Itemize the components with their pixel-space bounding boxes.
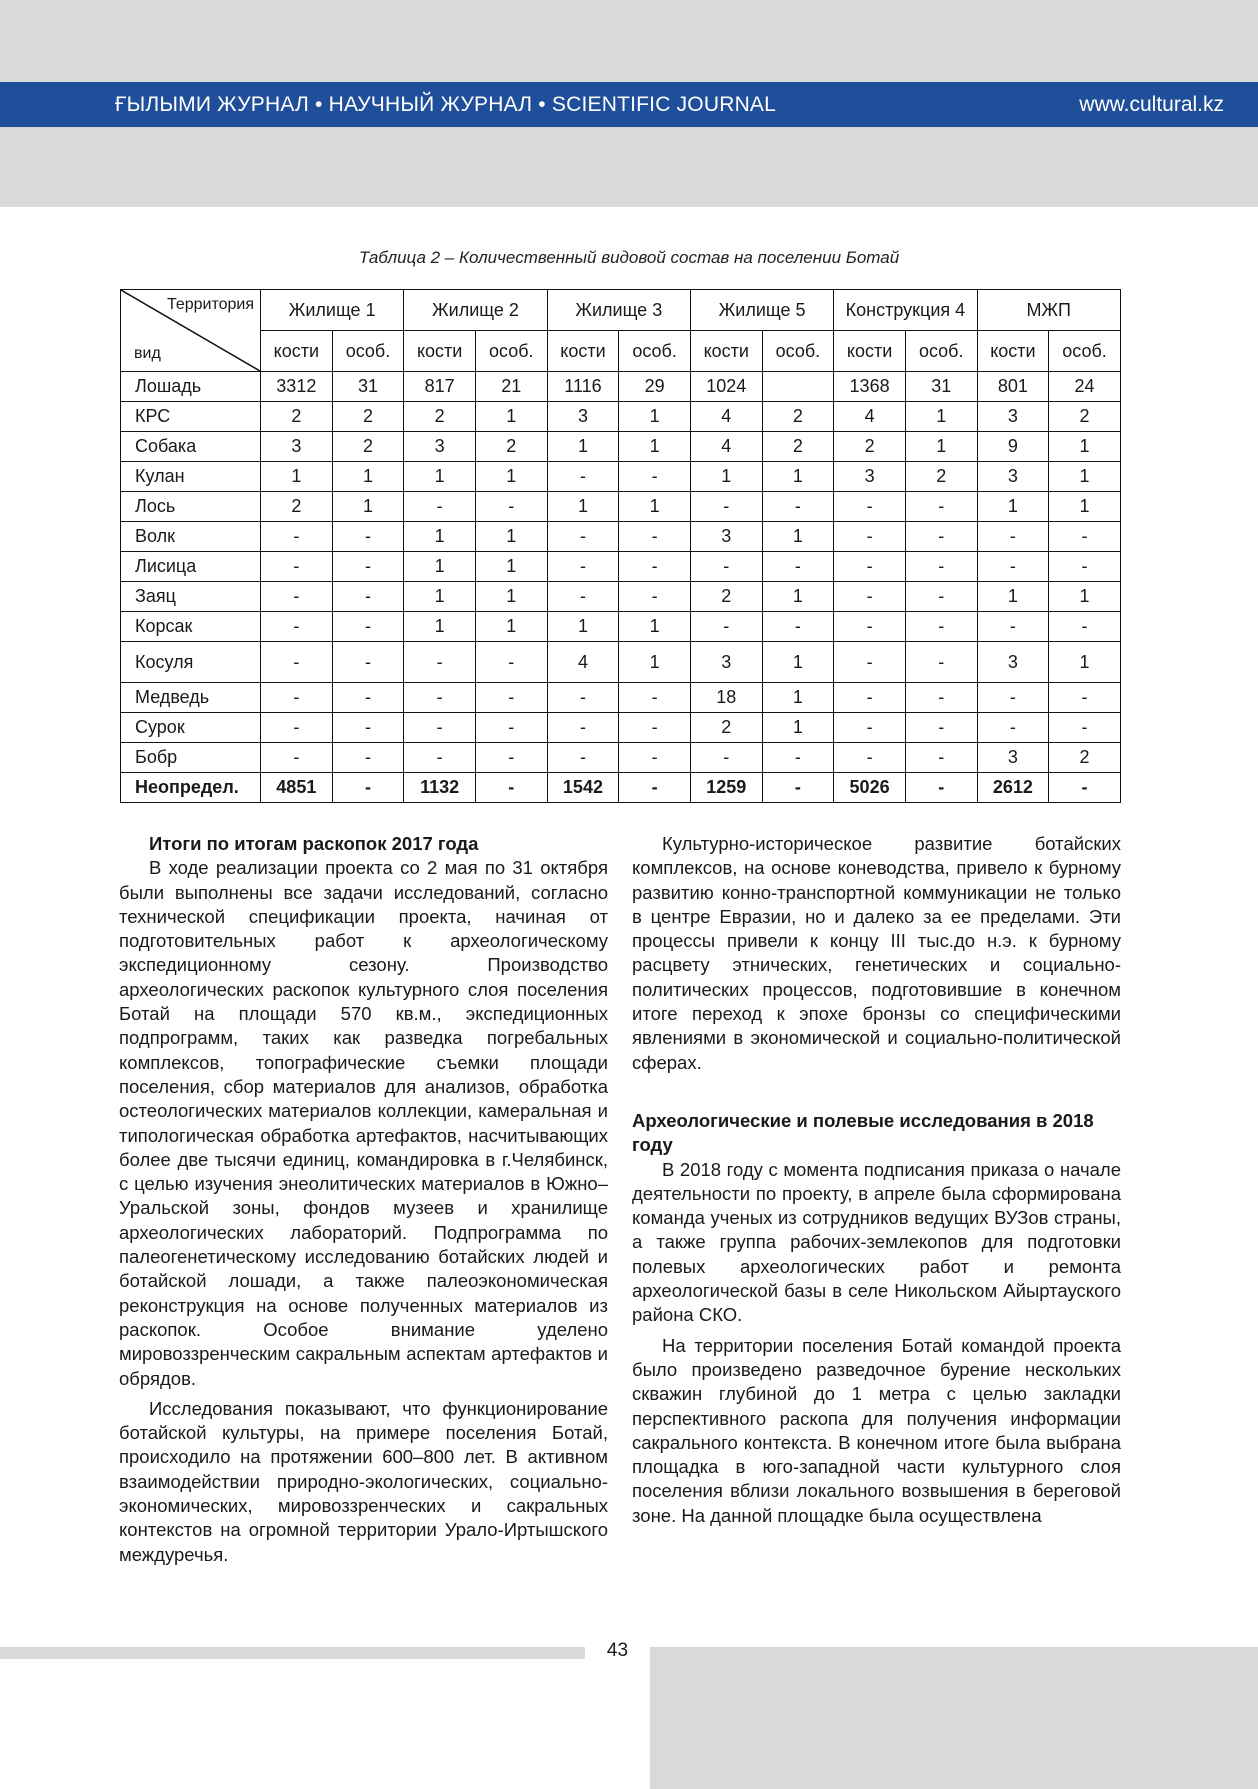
table-cell: 3 [261,432,333,462]
table-cell: - [834,582,906,612]
table-cell: 801 [977,372,1049,402]
table-cell: 3 [547,402,619,432]
table-cell: 2 [475,432,547,462]
table-cell: - [619,462,691,492]
table-cell: - [547,743,619,773]
footer-left-bar [0,1647,585,1659]
table-cell: 2 [905,462,977,492]
table-cell: - [475,492,547,522]
table-cell: - [261,743,333,773]
table-cell: 1 [1049,492,1121,522]
table-cell: 1 [261,462,333,492]
paragraph: Культурно-историческое развитие ботайских комплексов, на основе коневодства, привело к бурному развитию конно-транспортной коммуникации не только в центре Евразии, но и далеко за ее пределами. Эти процессы привели к концу III тыс.до н.э. к бурному расцвету этнических, генетических и социально-политических процессов, подготовившие в конечном итоге переход к эпохе бронзы со специфическими явлениями в экономической и социально-политической сферах. [632,833,1121,1073]
table-cell: - [690,492,762,522]
table-cell: - [690,612,762,642]
journal-header-bar [0,82,1258,127]
table-cell: - [475,713,547,743]
table-cell: - [475,773,547,803]
species-name-cell: Лисица [121,552,261,582]
table-cell: - [332,642,404,683]
table-cell: 4851 [261,773,333,803]
table-cell: - [475,642,547,683]
table-cell: 1 [475,552,547,582]
subheader-individuals: особ. [619,331,691,372]
table-cell: - [261,522,333,552]
table-row [121,642,1121,683]
table-cell: 1 [404,462,476,492]
paragraph: Исследования показывают, что функционирование ботайской культуры, на примере поселения Ботай, происходило на протяжении 600–800 лет. В активном взаимодействии природно-экологических, социально-экономических, мировоззренческих и сакральных контекстов на огромной территории Урало-Иртышского междуречья. [119,1397,608,1565]
table-cell: 1 [762,462,834,492]
table-cell: 2 [332,432,404,462]
table-cell: 1 [404,552,476,582]
table-cell: - [619,582,691,612]
table-cell: 2612 [977,773,1049,803]
table-cell: - [1049,773,1121,803]
table-cell: 3 [690,642,762,683]
section-heading-2017: Итоги по итогам раскопок 2017 года [149,833,479,854]
table-cell: - [404,492,476,522]
table-cell: 1 [905,402,977,432]
table-cell: 1024 [690,372,762,402]
species-name-cell: Неопредел. [121,773,261,803]
table-cell: - [547,552,619,582]
table-cell: 21 [475,372,547,402]
corner-territory-label: Территория [166,296,254,313]
table-row [121,743,1121,773]
table-cell: - [619,522,691,552]
table-cell: 1 [1049,432,1121,462]
table-cell: - [261,683,333,713]
table-cell: 1116 [547,372,619,402]
table-cell: - [762,612,834,642]
table-cell: - [977,713,1049,743]
subheader-individuals: особ. [475,331,547,372]
table-cell: - [1049,522,1121,552]
table-cell: 3 [834,462,906,492]
table-cell: - [977,522,1049,552]
table-cell: 3 [690,522,762,552]
table-cell: - [261,713,333,743]
table-cell: 1542 [547,773,619,803]
table-cell: - [905,612,977,642]
table-cell: - [905,683,977,713]
table-cell: 3 [404,432,476,462]
subheader-individuals: особ. [905,331,977,372]
table-cell: - [762,492,834,522]
table-cell: 1 [475,462,547,492]
table-cell: 1 [762,642,834,683]
paragraph: В ходе реализации проекта со 2 мая по 31 октября были выполнены все задачи исследований, согласно технической спецификации проекта, начиная от подготовительных работ к археологическому экспедиционному сезону. Производство археологических раскопок культурного слоя поселения Ботай на площади 570 кв.м., экспедиционных подпрограмм, таких как разведка погребальных комплексов, топографические съемки площади поселения, сбор материалов для анализов, обработка остеологических материалов коллекции, камеральная и типологическая обработка артефактов, насчитывающих более две тысячи единиц, командировка в г.Челябинск, с целью изучения энеолитических материалов в Южно–Уральской зоны, фондов музеев и хранилище археологических лабораторий. Подпрограмма по палеогенетическому исследованию ботайских людей и ботайской лошади, а также палеоэкономическая реконструкция на основе полученных материалов из раскопок. Особое внимание уделено мировоззренческим сакральным аспектам артефактов и обрядов. [119,857,608,1389]
table-cell: - [1049,552,1121,582]
table-cell: 1 [977,582,1049,612]
table-cell: 4 [690,432,762,462]
table-cell: 2 [404,402,476,432]
table-cell: 4 [690,402,762,432]
table-cell: 1 [547,492,619,522]
species-name-cell: Сурок [121,713,261,743]
table-cell: - [332,683,404,713]
table-cell: - [475,683,547,713]
table-cell: 2 [762,402,834,432]
table-row [121,582,1121,612]
species-name-cell: КРС [121,402,261,432]
table-group-header-row [121,290,1121,331]
table-cell: - [834,552,906,582]
table-cell: 3312 [261,372,333,402]
table-cell: 3 [977,402,1049,432]
table-cell: 1 [619,612,691,642]
table-cell: 2 [261,492,333,522]
table-row [121,683,1121,713]
table-cell: 1 [404,522,476,552]
table-cell: 1 [475,402,547,432]
table-cell: 2 [834,432,906,462]
table-cell: - [1049,612,1121,642]
table-row [121,552,1121,582]
table-cell: 1 [762,713,834,743]
table-cell: 1 [1049,462,1121,492]
table-cell: 2 [690,713,762,743]
table-cell: - [1049,683,1121,713]
table-cell: - [547,713,619,743]
table-cell: - [332,612,404,642]
journal-title: ҒЫЛЫМИ ЖУРНАЛ • НАУЧНЫЙ ЖУРНАЛ • SCIENTIFIC JOURNAL [115,92,777,116]
species-name-cell: Собака [121,432,261,462]
table-row [121,372,1121,402]
table-cell: - [905,773,977,803]
group-header: МЖП [977,290,1120,331]
table-cell: 2 [762,432,834,462]
species-name-cell: Заяц [121,582,261,612]
table-cell: - [332,552,404,582]
table-cell: - [332,713,404,743]
table-cell: 1 [475,612,547,642]
website-url: www.cultural.kz [1079,92,1224,116]
page-number: 43 [606,1640,629,1661]
table-cell: - [547,683,619,713]
table-cell: - [619,773,691,803]
subheader-bones: кости [404,331,476,372]
table-cell: 1 [547,612,619,642]
table-cell: 3 [977,642,1049,683]
table-cell: - [619,743,691,773]
species-table [120,289,1121,803]
group-header: Жилище 1 [261,290,404,331]
table-row [121,462,1121,492]
table-cell: 1 [475,582,547,612]
paragraph: В 2018 году с момента подписания приказа о начале деятельности по проекту, в апреле была сформирована команда ученых из сотрудников ведущих ВУЗов страны, а также группа рабочих-землекопов для подготовки полевых археологических работ и ремонта археологической базы в селе Никольском Айыртауского района СКО. [632,1158,1121,1326]
subheader-individuals: особ. [332,331,404,372]
table-cell: - [619,713,691,743]
table-cell: - [690,743,762,773]
species-name-cell: Волк [121,522,261,552]
table-cell: 1132 [404,773,476,803]
table-cell: 3 [977,743,1049,773]
table-cell: - [332,743,404,773]
subheader-bones: кости [261,331,333,372]
table-cell: 2 [261,402,333,432]
species-name-cell: Медведь [121,683,261,713]
table-cell: 4 [547,642,619,683]
table-cell: - [404,642,476,683]
table-cell: 1 [762,683,834,713]
table-cell: 2 [690,582,762,612]
table-cell: - [977,612,1049,642]
table-cell: - [690,552,762,582]
table-cell: - [977,683,1049,713]
species-name-cell: Кулан [121,462,261,492]
table-cell: - [834,522,906,552]
table-cell: - [332,522,404,552]
subheader-bones: кости [690,331,762,372]
table-cell: 1 [690,462,762,492]
table-cell: 5026 [834,773,906,803]
section-heading-2018: Археологические и полевые исследования в 2018 году [632,1109,1094,1156]
table-cell: 1259 [690,773,762,803]
species-name-cell: Лось [121,492,261,522]
table-cell: - [762,773,834,803]
table-cell: - [261,552,333,582]
subheader-bones: кости [834,331,906,372]
subheader-bones: кости [547,331,619,372]
corner-species-label: вид [134,345,161,362]
table-cell: 2 [1049,743,1121,773]
table-cell: - [619,683,691,713]
table-cell: 1 [762,582,834,612]
table-corner-cell [121,290,261,372]
table-caption: Таблица 2 – Количественный видовой состав на поселении Ботай [358,248,900,267]
table-cell: 9 [977,432,1049,462]
subheader-bones: кости [977,331,1049,372]
table-cell: - [905,743,977,773]
table-row [121,492,1121,522]
table-cell: - [834,713,906,743]
table-cell: - [547,582,619,612]
group-header: Жилище 5 [690,290,833,331]
table-row [121,773,1121,803]
table-cell: 1 [475,522,547,552]
table-cell: - [404,683,476,713]
right-text-column [632,832,1121,1534]
table-cell: 1 [762,522,834,552]
table-cell: 1 [1049,582,1121,612]
table-cell: 1 [977,492,1049,522]
table-cell: - [977,552,1049,582]
table-cell: - [834,642,906,683]
table-cell: - [905,642,977,683]
table-cell: 1 [332,492,404,522]
table-cell: 4 [834,402,906,432]
table-cell: - [762,552,834,582]
table-cell: - [261,612,333,642]
table-cell: 1 [547,432,619,462]
table-cell: 1 [619,492,691,522]
table-cell: - [404,743,476,773]
table-cell: - [905,522,977,552]
table-cell: - [547,462,619,492]
species-name-cell: Бобр [121,743,261,773]
table-row [121,432,1121,462]
subheader-individuals: особ. [762,331,834,372]
table-cell: 1 [619,432,691,462]
table-cell: - [332,582,404,612]
table-cell: 1 [905,432,977,462]
table-cell: - [1049,713,1121,743]
table-cell: - [261,642,333,683]
table-cell [762,372,834,402]
table-cell: 1 [404,612,476,642]
table-row [121,612,1121,642]
table-cell: 817 [404,372,476,402]
left-text-column [119,832,608,1573]
footer-right-band [650,1647,1258,1789]
species-name-cell: Лошадь [121,372,261,402]
table-cell: - [834,612,906,642]
table-cell: 1 [619,642,691,683]
table-cell: - [834,492,906,522]
table-cell: - [905,492,977,522]
table-cell: - [834,683,906,713]
table-cell: 18 [690,683,762,713]
table-cell: - [905,582,977,612]
subheader-individuals: особ. [1049,331,1121,372]
table-cell: 31 [332,372,404,402]
table-cell: 24 [1049,372,1121,402]
table-cell: 1 [332,462,404,492]
table-cell: 2 [332,402,404,432]
table-cell: 31 [905,372,977,402]
paragraph: На территории поселения Ботай командой проекта было произведено разведочное бурение нескольких скважин глубиной до 1 метра с целью закладки перспективного раскопа для получения информации сакрального контекста. В конечном итоге была выбрана площадка в юго-западной части культурного слоя поселения вблизи локального возвышения в береговой зоне. На данной площадке была осуществлена [632,1334,1121,1526]
table-cell: - [475,743,547,773]
table-cell: 29 [619,372,691,402]
group-header: Конструкция 4 [834,290,977,331]
table-cell: - [762,743,834,773]
table-cell: - [547,522,619,552]
table-cell: 1368 [834,372,906,402]
group-header: Жилище 2 [404,290,547,331]
table-cell: - [834,743,906,773]
table-cell: - [332,773,404,803]
table-cell: 2 [1049,402,1121,432]
species-name-cell: Корсак [121,612,261,642]
table-cell: 3 [977,462,1049,492]
table-cell: - [905,552,977,582]
species-name-cell: Косуля [121,642,261,683]
table-cell: 1 [404,582,476,612]
table-row [121,402,1121,432]
table-cell: 1 [1049,642,1121,683]
table-cell: - [261,582,333,612]
table-cell: - [404,713,476,743]
table-row [121,713,1121,743]
table-row [121,522,1121,552]
table-subheader-row [121,331,1121,372]
table-cell: - [619,552,691,582]
table-cell: 1 [619,402,691,432]
table-cell: - [905,713,977,743]
group-header: Жилище 3 [547,290,690,331]
